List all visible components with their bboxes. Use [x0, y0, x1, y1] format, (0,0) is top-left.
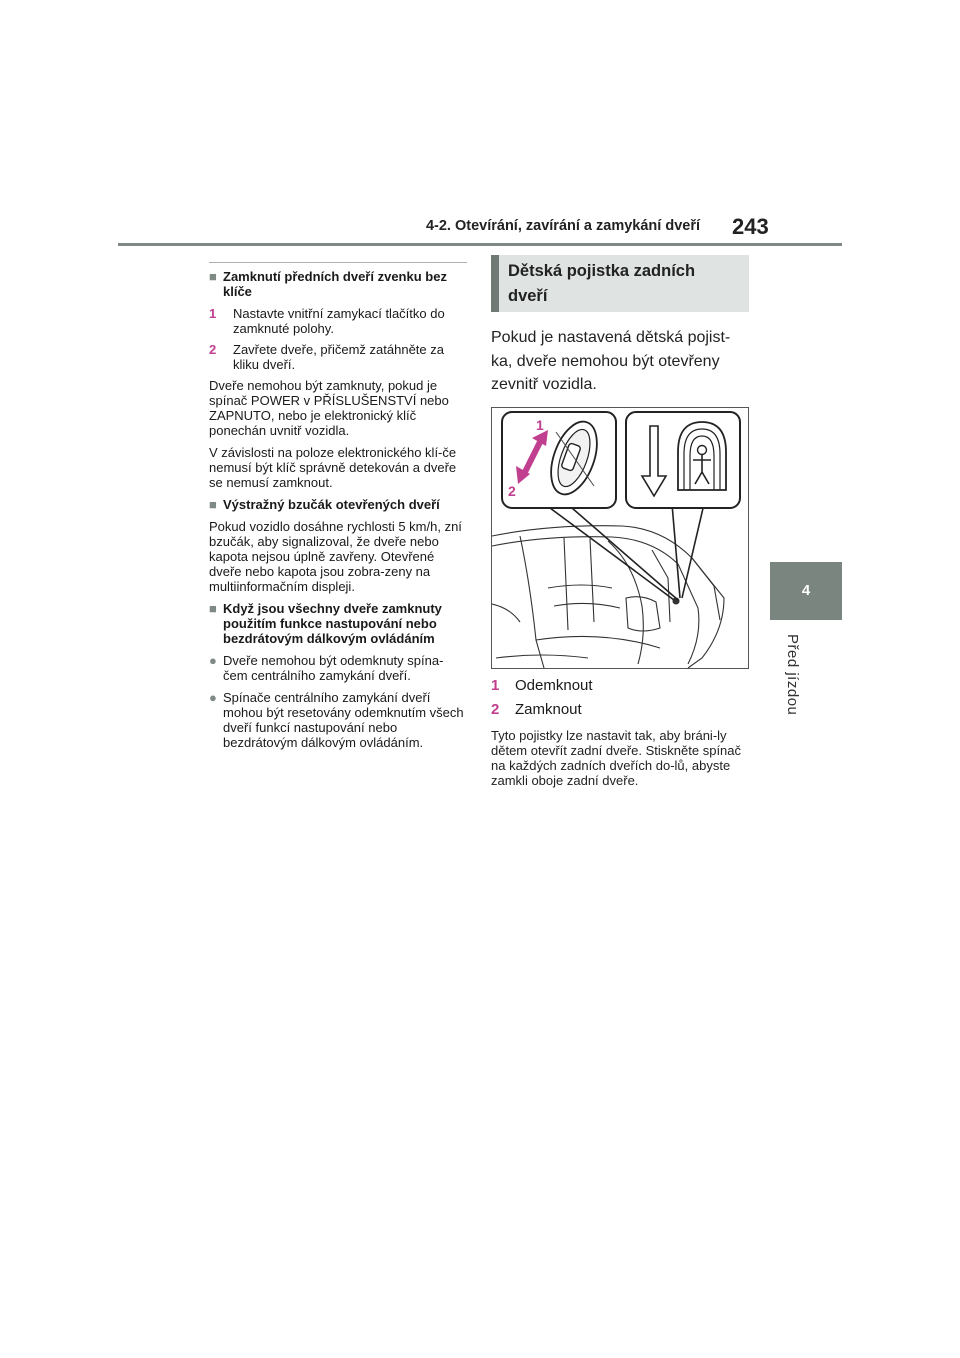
paragraph: Pokud vozidlo dosáhne rychlosti 5 km/h, zní bzučák, aby signalizoval, že dveře nebo kapota nejsou úplně zavřeny. Otevřené dveře nebo kapota jsou zobra-zeny na multiinformačním displeji.: [209, 519, 462, 594]
step-item: 2 Zavřete dveře, přičemž zatáhněte za kliku dveří.: [209, 342, 444, 372]
chapter-title: 4-2. Otevírání, zavírání a zamykání dveří: [425, 218, 700, 234]
right-column: [491, 255, 749, 788]
page-number: 243: [732, 214, 769, 239]
subsection-heading: ■ Výstražný bzučák otevřených dveří: [209, 497, 440, 512]
circle-bullet-icon: ●: [209, 690, 217, 705]
callout-1: 1: [536, 416, 544, 433]
column-rule: [209, 262, 467, 263]
child-lock-illustration: [491, 407, 749, 669]
child-lock-symbol-icon: [626, 412, 740, 508]
circle-bullet-icon: ●: [209, 653, 217, 668]
section-heading: Dětská pojistka zadních dveří: [491, 255, 749, 312]
chapter-tab-label: Před jízdou: [784, 634, 801, 716]
illustration-svg: [492, 408, 748, 668]
square-bullet-icon: ■: [209, 601, 217, 616]
header-rule: [118, 243, 842, 246]
chapter-tab[interactable]: 4: [770, 562, 842, 620]
note-paragraph: Tyto pojistky lze nastavit tak, aby bráni-ly dětem otevřít zadní dveře. Stiskněte spínač na každých zadních dveřích do-lů, abyste zamkli oboje zadní dveře.: [491, 727, 742, 788]
left-column: [209, 262, 467, 757]
legend-item: 1 Odemknout: [491, 676, 593, 694]
step-item: 1 Nastavte vnitřní zamykací tlačítko do zamknuté polohy.: [209, 306, 445, 336]
figure-legend: [491, 674, 749, 722]
square-bullet-icon: ■: [209, 497, 217, 512]
child-lock-lever-icon: [502, 412, 616, 508]
legend-item: 2 Zamknout: [491, 700, 582, 718]
subsection-heading: ■ Zamknutí předních dveří zvenku bez klíče: [209, 269, 447, 299]
bullet-item: ● Spínače centrálního zamykání dveří mohou být resetovány odemknutím všech dveří funkcí nastupování nebo bezdrátovým dálkovým ovládáním.: [209, 690, 464, 750]
paragraph: Dveře nemohou být zamknuty, pokud je spínač POWER v PŘÍSLUŠENSTVÍ nebo ZAPNUTO, nebo je elektronický klíč ponechán uvnitř vozidla.: [209, 378, 449, 438]
callout-2: 2: [508, 482, 516, 499]
car-door-drawing: [492, 525, 724, 667]
subsection-heading: ■ Když jsou všechny dveře zamknuty použitím funkce nastupování nebo bezdrátovým dálkovým ovládáním: [209, 601, 442, 646]
paragraph: V závislosti na poloze elektronického klí-če nemusí být klíč správně detekován a dveře se nemusí zamknout.: [209, 445, 457, 490]
square-bullet-icon: ■: [209, 269, 217, 284]
intro-paragraph: Pokud je nastavená dětská pojist-ka, dveře nemohou být otevřeny zevnitř vozidla.: [491, 329, 731, 393]
bullet-item: ● Dveře nemohou být odemknuty spína-čem centrálního zamykání dveří.: [209, 653, 444, 683]
